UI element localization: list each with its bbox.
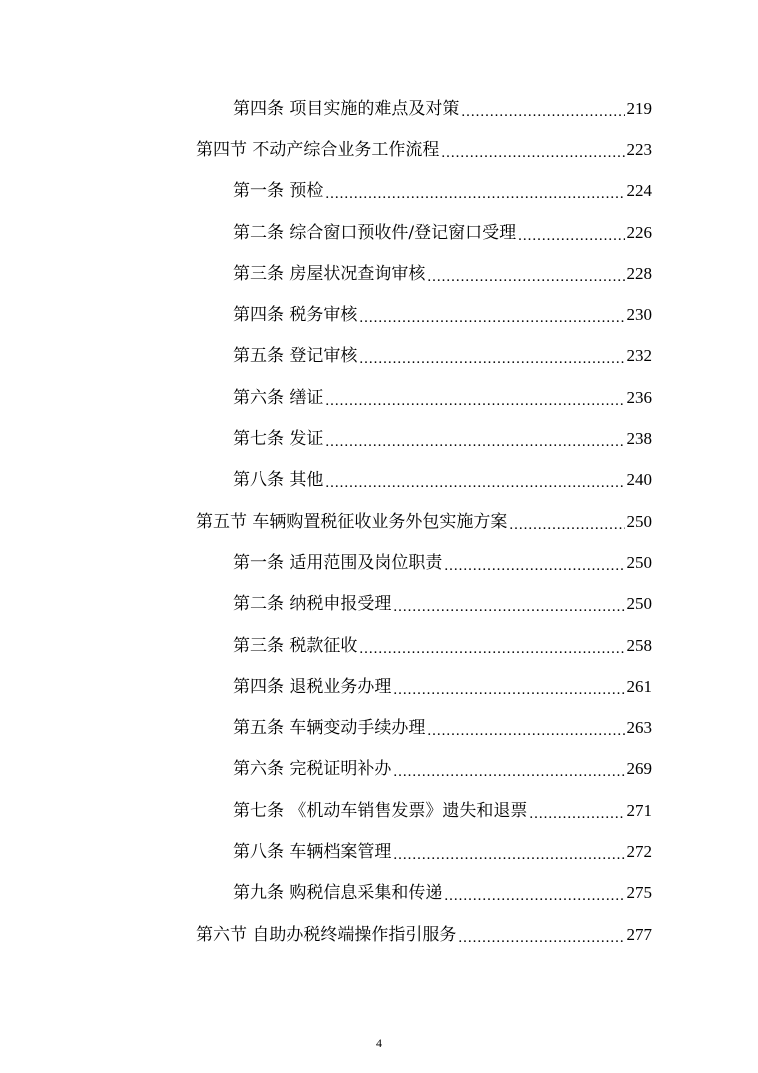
- toc-dot-leader: [393, 596, 624, 618]
- toc-article-row[interactable]: [0, 542, 758, 583]
- toc-dot-leader: [441, 142, 624, 164]
- toc-entry-title: 第七条 《机动车销售发票》遗失和退票: [233, 800, 528, 821]
- toc-entry-title: 第七条 发证: [233, 429, 324, 450]
- toc-page-number: 272: [626, 841, 652, 861]
- toc-entry-title: 第六条 完税证明补办: [233, 759, 392, 780]
- toc-page-number: 250: [626, 594, 652, 614]
- toc-entry-title: 第八条 车辆档案管理: [233, 841, 392, 862]
- toc-page-number: 263: [626, 718, 652, 738]
- toc-page-number: 271: [626, 800, 652, 820]
- toc-dot-leader: [518, 225, 624, 247]
- toc-article-row[interactable]: [0, 584, 758, 625]
- toc-entry-title: 第三条 房屋状况查询审核: [233, 263, 426, 284]
- toc-page-number: 250: [626, 552, 652, 572]
- toc-dot-leader: [529, 803, 624, 825]
- toc-article-row[interactable]: [0, 418, 758, 459]
- table-of-contents: [0, 88, 758, 955]
- toc-entry-title: 第二条 纳税申报受理: [233, 594, 392, 615]
- toc-dot-leader: [359, 307, 624, 329]
- toc-entry-title: 第六节 自助办税终端操作指引服务: [196, 924, 457, 945]
- toc-article-row[interactable]: [0, 253, 758, 294]
- toc-entry-title: 第四条 项目实施的难点及对策: [233, 98, 460, 119]
- toc-section-row[interactable]: [0, 129, 758, 170]
- toc-dot-leader: [427, 720, 624, 742]
- toc-article-row[interactable]: [0, 625, 758, 666]
- toc-entry-title: 第一条 预检: [233, 181, 324, 202]
- toc-article-row[interactable]: [0, 749, 758, 790]
- toc-page-number: 228: [626, 263, 652, 283]
- toc-dot-leader: [359, 348, 624, 370]
- toc-page-number: 269: [626, 759, 652, 779]
- toc-article-row[interactable]: [0, 171, 758, 212]
- toc-dot-leader: [325, 472, 624, 494]
- toc-page-number: 277: [626, 924, 652, 944]
- toc-article-row[interactable]: [0, 294, 758, 335]
- toc-dot-leader: [325, 431, 624, 453]
- toc-dot-leader: [325, 183, 624, 205]
- toc-dot-leader: [393, 844, 624, 866]
- toc-page-number: 240: [626, 470, 652, 490]
- toc-entry-title: 第九条 购税信息采集和传递: [233, 883, 443, 904]
- toc-entry-title: 第五条 车辆变动手续办理: [233, 718, 426, 739]
- toc-dot-leader: [359, 638, 624, 660]
- toc-entry-title: 第二条 综合窗口预收件/登记窗口受理: [233, 222, 517, 243]
- toc-article-row[interactable]: [0, 377, 758, 418]
- toc-dot-leader: [509, 514, 624, 536]
- toc-article-row[interactable]: [0, 707, 758, 748]
- toc-article-row[interactable]: [0, 790, 758, 831]
- toc-page-number: 224: [626, 181, 652, 201]
- toc-article-row[interactable]: [0, 831, 758, 872]
- page-number: 4: [376, 1036, 382, 1050]
- toc-dot-leader: [461, 101, 624, 123]
- toc-entry-title: 第五条 登记审核: [233, 346, 358, 367]
- toc-dot-leader: [427, 266, 624, 288]
- toc-entry-title: 第四节 不动产综合业务工作流程: [196, 139, 440, 160]
- toc-article-row[interactable]: [0, 88, 758, 129]
- toc-page-number: 219: [626, 98, 652, 118]
- toc-page-number: 238: [626, 429, 652, 449]
- toc-article-row[interactable]: [0, 873, 758, 914]
- toc-dot-leader: [444, 555, 624, 577]
- toc-dot-leader: [458, 927, 624, 949]
- toc-dot-leader: [325, 390, 624, 412]
- toc-page-number: 223: [626, 139, 652, 159]
- toc-page-number: 232: [626, 346, 652, 366]
- toc-entry-title: 第四条 退税业务办理: [233, 676, 392, 697]
- toc-dot-leader: [393, 761, 624, 783]
- toc-entry-title: 第四条 税务审核: [233, 305, 358, 326]
- toc-page-number: 261: [626, 676, 652, 696]
- toc-page-number: 236: [626, 387, 652, 407]
- toc-page-number: 258: [626, 635, 652, 655]
- toc-page-number: 275: [626, 883, 652, 903]
- toc-article-row[interactable]: [0, 666, 758, 707]
- toc-article-row[interactable]: [0, 336, 758, 377]
- toc-dot-leader: [393, 679, 624, 701]
- toc-entry-title: 第三条 税款征收: [233, 635, 358, 656]
- toc-entry-title: 第一条 适用范围及岗位职责: [233, 552, 443, 573]
- toc-page-number: 230: [626, 305, 652, 325]
- toc-dot-leader: [444, 885, 624, 907]
- toc-page-number: 226: [626, 222, 652, 242]
- toc-section-row[interactable]: [0, 501, 758, 542]
- toc-page-number: 250: [626, 511, 652, 531]
- toc-section-row[interactable]: [0, 914, 758, 955]
- toc-entry-title: 第六条 缮证: [233, 387, 324, 408]
- toc-entry-title: 第八条 其他: [233, 470, 324, 491]
- toc-article-row[interactable]: [0, 460, 758, 501]
- toc-entry-title: 第五节 车辆购置税征收业务外包实施方案: [196, 511, 508, 532]
- toc-article-row[interactable]: [0, 212, 758, 253]
